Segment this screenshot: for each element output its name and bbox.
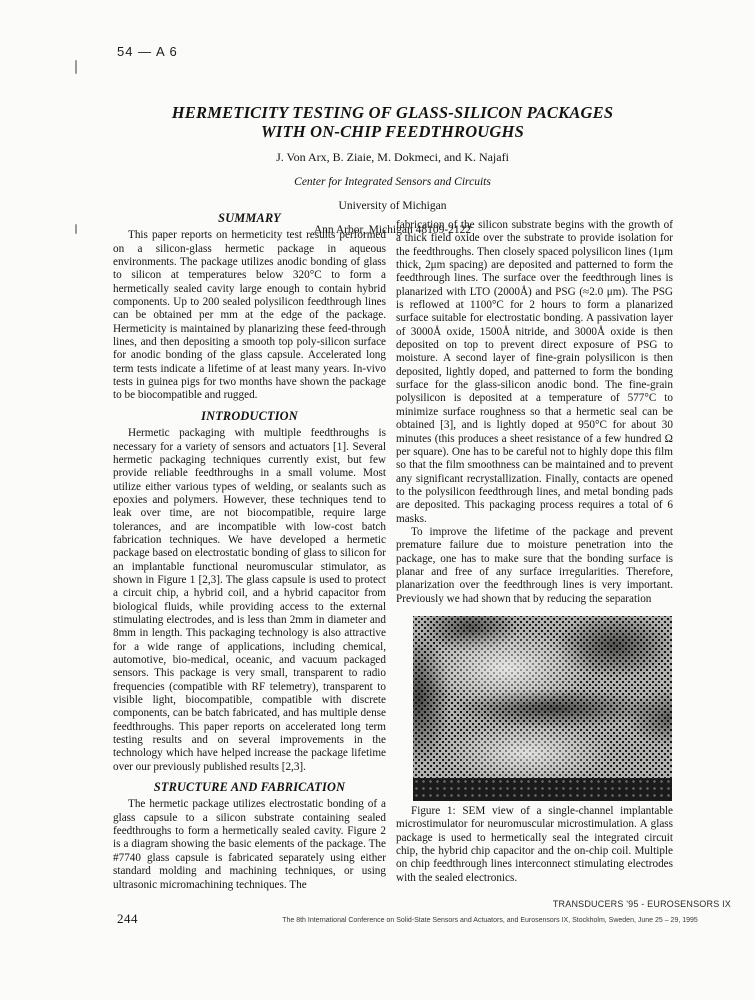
scan-artifact xyxy=(75,60,77,74)
figure1-sem-shading xyxy=(413,616,672,801)
figure1-caption: Figure 1: SEM view of a single-channel implantable microstimulator for neuromuscular microstimulation. A glass package is used to hermetically seal the integrated circuit chip, the hybrid chip capacitor and the on-chip coil. Multiple on chip feedthrough lines interconnect stimulating electrodes with the sealed electronics. xyxy=(396,804,673,884)
paper-title-line2: WITH ON-CHIP FEEDTHROUGHS xyxy=(261,121,524,141)
page-header-id: 54 — A 6 xyxy=(117,44,178,59)
summary-heading: SUMMARY xyxy=(218,211,281,225)
introduction-paragraph: Hermetic packaging with multiple feedthroughs is necessary for a variety of sensors and actuators [1]. Several hermetic packaging techniques currently exist, but few provide reliable feedthroughs in a small volume. Most utilize either various types of welding, or sealants such as epoxies and polymers. However, these techniques tend to leak over time, are not biocompatible, require large tolerances, and are incompatible with low-cost batch fabrication techniques. We have developed a hermetic package based on electrostatic bonding of glass to silicon for an implantable functional neuromuscular stimulator, as shown in Figure 1 [2,3]. The glass capsule is used to protect a circuit chip, a hybrid coil, and a hybrid capacitor from biological fluids, while providing access to the external stimulating electrodes, and is less than 2mm in diameter and 8mm in length. This packaging technology is also attractive for a wide range of applications, including chemical, automotive, bio-medical, oceanic, and vacuum packaged sensors. This package is very small, transparent to radio frequencies (compatible with RF telemetry), transparent to visible light, biocompatible, compatible with discrete components, can be batch fabricated, and has multiple dense feedthroughs. This paper reports on accelerated long term testing results and on several improvements in the technology which have helped increase the package lifetime over our previously published results [2,3]. xyxy=(113,427,386,773)
structure-paragraph-right-2: To improve the lifetime of the package and prevent premature failure due to moisture penetration into the package, one has to make sure that the bonding surface is planar and free of any surface irregularities. Therefore, planarization over the feedthrough lines is very important. Previously we had shown that by reducing the separation xyxy=(396,525,673,605)
figure1-sem-image xyxy=(413,616,672,801)
authors-line: J. Von Arx, B. Ziaie, M. Dokmeci, and K. Najafi xyxy=(276,150,509,164)
scan-artifact xyxy=(75,224,77,234)
affiliation-university: University of Michigan xyxy=(338,200,447,212)
figure1-sem-info-bar xyxy=(413,778,672,801)
summary-paragraph: This paper reports on hermeticity test results performed on a silicon-glass hermetic package in aqueous environments. The package utilizes anodic bonding of glass to silicon at temperatures below 320°C to form a hermetically sealed cavity large enough to contain hybrid components. Up to 200 sealed polysilicon feedthrough lines can be obtained per mm at the edge of the package. Hermeticity is maintained by planarizing these feed-through lines, and then depositing a smooth top poly-silicon surface for anodic bonding of the glass capsule. Accelerated long term tests indicate a lifetime of at least many years. In-vivo tests in guinea pigs for two months have shown the package to be biocompatible and rugged. xyxy=(113,229,386,402)
footer-proceedings: The 8th International Conference on Solid-State Sensors and Actuators, and Eurosensors IX, Stockholm, Sweden, June 25 – 29, 1995 xyxy=(282,917,698,924)
paper-title-line1: HERMETICITY TESTING OF GLASS-SILICON PACKAGES xyxy=(171,103,614,122)
structure-paragraph-left: The hermetic package utilizes electrostatic bonding of a glass capsule to a silicon substrate containing sealed feedthroughs to form a hermetically sealed cavity. Figure 2 is a diagram showing the basic elements of the package. The #7740 glass capsule is fabricated separately using either standard molding and machining techniques, or using ultrasonic micromachining techniques. The xyxy=(113,798,386,891)
page-number: 244 xyxy=(117,911,138,926)
affiliation-center: Center for Integrated Sensors and Circuits xyxy=(294,176,491,188)
structure-heading: STRUCTURE AND FABRICATION xyxy=(153,780,346,795)
affiliation-address: Ann Arbor, Michigan 48109-2122 xyxy=(313,224,472,236)
footer-conference: TRANSDUCERS '95 - EUROSENSORS IX xyxy=(552,899,731,909)
introduction-heading: INTRODUCTION xyxy=(201,408,298,423)
right-column xyxy=(396,219,673,885)
left-column xyxy=(113,212,386,892)
structure-paragraph-right-1: fabrication of the silicon substrate begins with the growth of a thick field oxide over the substrate to provide isolation for the feedthroughs. Then closely spaced polysilicon lines (1μm thick, 2μm spacing) are deposited and patterned to form the feedthrough lines. The surface over the feedthrough lines is planarized with LTO (2000Å) and PSG (≈2.0 μm). The PSG is reflowed at 1100°C for 2 hours to form a planarized surface suitable for electrostatic bonding. A passivation layer of 3000Å oxide, 1500Å nitride, and 3000Å oxide is then deposited on top to prevent direct exposure of PSG to moisture. A second layer of fine-grain polysilicon is then deposited, lightly doped, and patterned to form the bonding surface for the glass-silicon anodic bond. The fine-grain polysilicon is deposited at a temperature of 577°C to minimize surface roughness so that a hermetic seal can be obtained [3], and is lightly doped at 950°C for about 30 minutes (this produces a sheet resistance of a few hundred Ω per square). One has to be careful not to highly dope this film so that the film smoothness can be maintained and to prevent any significant recrystallization. Finally, contacts are opened to the polysilicon feedthrough lines, and metal bonding pads are deposited. This packaging process requires a total of 6 masks. xyxy=(396,219,673,525)
